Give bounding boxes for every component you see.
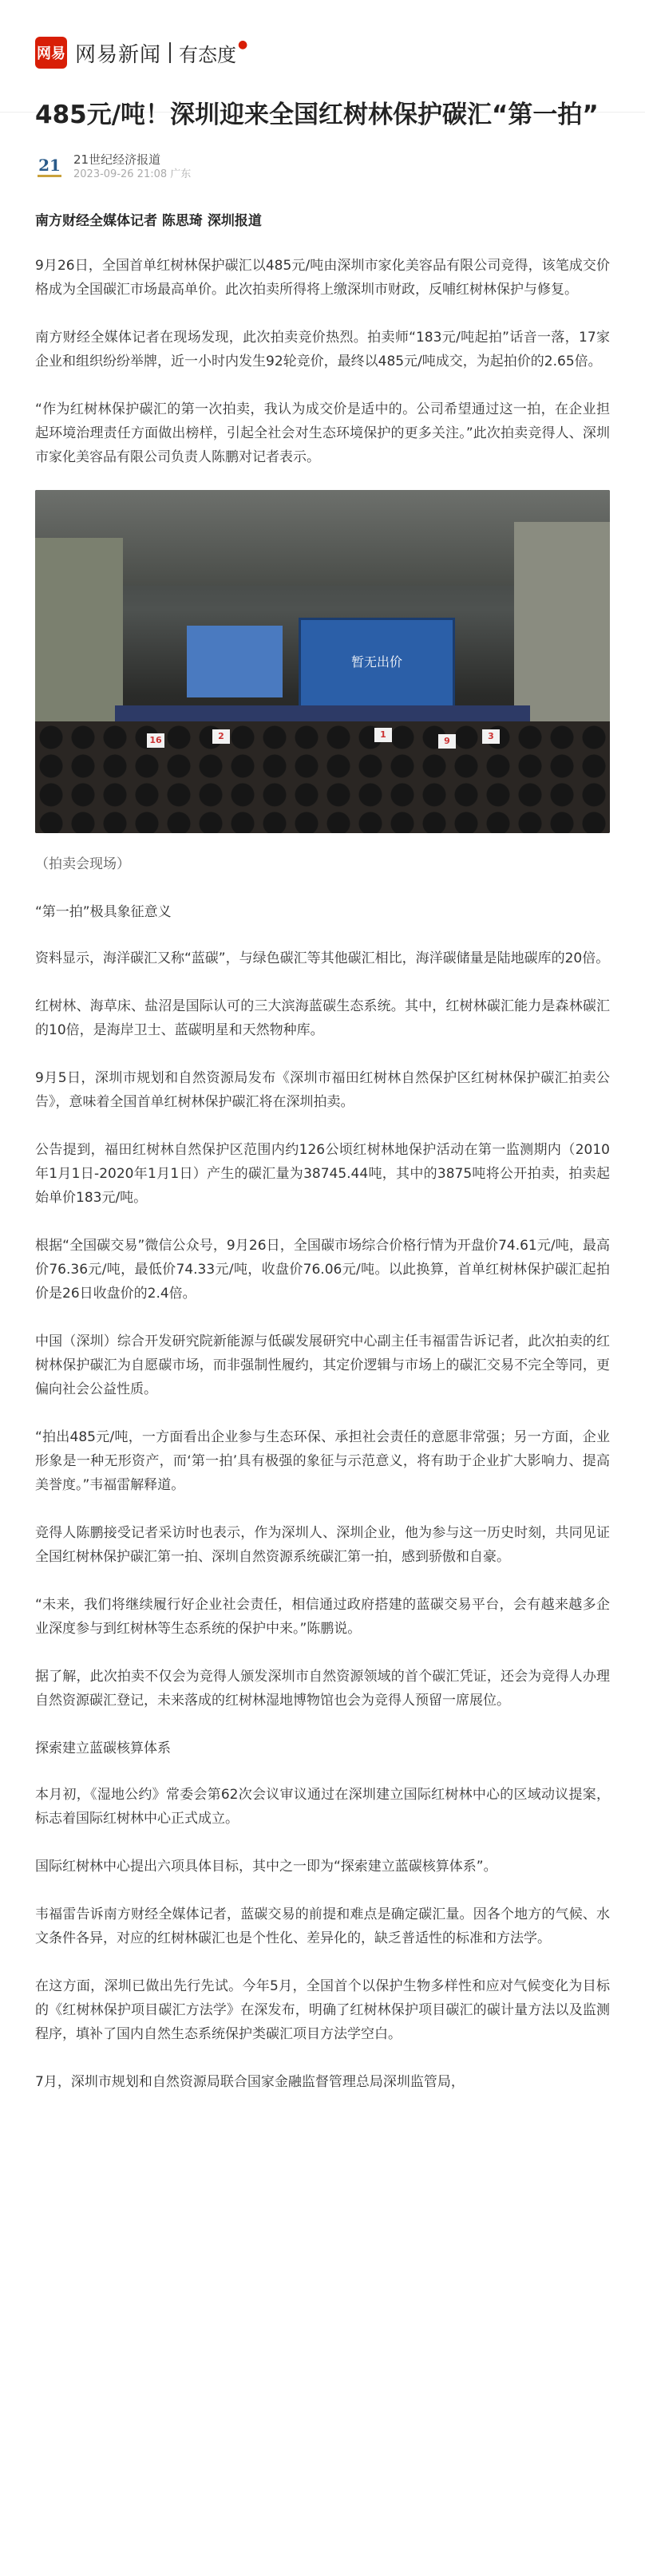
bid-card: 1	[374, 728, 392, 742]
paragraph: 9月5日，深圳市规划和自然资源局发布《深圳市福田红树林自然保护区红树林保护碳汇拍卖公告》，意味着全国首单红树林保护碳汇将在深圳拍卖。	[35, 1070, 610, 1110]
slogan-dot-icon: ●	[238, 38, 248, 51]
article-body	[35, 209, 610, 2118]
photo-wall-right	[514, 522, 610, 729]
publish-date: 2023-09-26 21:08 广东	[73, 168, 192, 180]
source-logo-bar	[38, 175, 61, 177]
logo-slogan: 有态度	[179, 43, 237, 66]
photo-side-screen	[187, 626, 283, 697]
source-meta	[73, 152, 191, 182]
paragraph: 据了解，此次拍卖不仅会为竞得人颁发深圳市自然资源领域的首个碳汇凭证，还会为竞得人办理自然资源碳汇登记，未来落成的红树林湿地博物馆也会为竞得人预留一席展位。	[35, 1669, 610, 1709]
section-heading: 探索建立蓝碳核算体系	[35, 1740, 171, 1756]
paragraph: 9月26日，全国首单红树林保护碳汇以485元/吨由深圳市家化美容品有限公司竞得，该笔成交价格成为全国碳汇市场最高单价。此次拍卖所得将上缴深圳市财政，反哺红树林保护与修复。	[35, 258, 610, 298]
netease-logo-icon: 网易	[35, 37, 67, 69]
bid-card: 16	[147, 733, 164, 748]
paragraph: 公告提到，福田红树林自然保护区范围内约126公顷红树林地保护活动在第一监测期内（2010年1月1日-2020年1月1日）产生的碳汇量为38745.44吨，其中的3875吨将公开拍卖，拍卖起始单价183元/吨。	[35, 1142, 610, 1206]
paragraph: “作为红树林保护碳汇的第一次拍卖，我认为成交价是适中的。公司希望通过这一拍，在企业担起环境治理责任方面做出榜样，引起全社会对生态环境保护的更多关注。”此次拍卖竞得人、深圳市家化美容品有限公司负责人陈鹏对记者表示。	[35, 401, 610, 465]
source-name[interactable]: 21世纪经济报道	[73, 152, 161, 167]
byline: 南方财经全媒体记者 陈思琦 深圳报道	[35, 213, 262, 229]
paragraph: 7月，深圳市规划和自然资源局联合国家金融监督管理总局深圳监管局，	[35, 2074, 465, 2090]
paragraph: 南方财经全媒体记者在现场发现，此次拍卖竞价热烈。拍卖师“183元/吨起拍”话音一落，17家企业和组织纷纷举牌，近一小时内发生92轮竞价，最终以485元/吨成交，为起拍价的2.65倍。	[35, 330, 610, 369]
photo-caption: （拍卖会现场）	[35, 856, 130, 872]
paragraph: 红树林、海草床、盐沼是国际认可的三大滨海蓝碳生态系统。其中，红树林碳汇能力是森林碳汇的10倍，是海岸卫士、蓝碳明星和天然物种库。	[35, 998, 610, 1038]
photo-crowd	[35, 721, 610, 833]
photo-main-screen	[299, 618, 455, 710]
paragraph: “未来，我们将继续履行好企业社会责任，相信通过政府搭建的蓝碳交易平台，会有越来越多企业深度参与到红树林等生态系统的保护中来。”陈鹏说。	[35, 1597, 610, 1637]
logo-divider	[169, 42, 171, 63]
paragraph: 中国（深圳）综合开发研究院新能源与低碳发展研究中心副主任韦福雷告诉记者，此次拍卖的红树林保护碳汇为自愿碳市场，而非强制性履约，其定价逻辑与市场上的碳汇交易不完全等同，更偏向社会公益性质。	[35, 1333, 610, 1397]
source-logo-icon[interactable]	[35, 152, 64, 181]
bid-card: 3	[482, 729, 500, 744]
photo-wall-left	[35, 538, 123, 737]
article-title: 485元/吨！深圳迎来全国红树林保护碳汇“第一拍”	[35, 101, 599, 129]
paragraph: 竞得人陈鹏接受记者采访时也表示，作为深圳人、深圳企业，他为参与这一历史时刻，共同见证全国红树林保护碳汇第一拍、深圳自然资源系统碳汇第一拍，感到骄傲和自豪。	[35, 1525, 610, 1565]
paragraph: 资料显示，海洋碳汇又称“蓝碳”，与绿色碳汇等其他碳汇相比，海洋碳储量是陆地碳库的20倍。	[35, 950, 610, 966]
section-heading: “第一拍”极具象征意义	[35, 904, 172, 920]
paragraph: 韦福雷告诉南方财经全媒体记者，蓝碳交易的前提和难点是确定碳汇量。因各个地方的气候、水文条件各异，对应的红树林碳汇也是个性化、差异化的，缺乏普适性的标准和方法学。	[35, 1906, 610, 1946]
top-bar	[0, 0, 645, 113]
logo-text: 网易新闻	[75, 42, 162, 67]
source-row	[35, 152, 191, 182]
paragraph: 国际红树林中心提出六项具体目标，其中之一即为“探索建立蓝碳核算体系”。	[35, 1859, 497, 1875]
auction-photo[interactable]	[35, 490, 610, 833]
paragraph: 在这方面，深圳已做出先行先试。今年5月，全国首个以保护生物多样性和应对气候变化为目标的《红树林保护项目碳汇方法学》在深发布，明确了红树林保护项目碳汇的碳计量方法以及监测程序，填补了国内自然生态系统保护类碳汇项目方法学空白。	[35, 1978, 610, 2042]
source-logo-number: 21	[38, 155, 61, 175]
netease-news-logo[interactable]	[35, 37, 247, 69]
paragraph: 本月初，《湿地公约》常委会第62次会议审议通过在深圳建立国际红树林中心的区域动议提案，标志着国际红树林中心正式成立。	[35, 1787, 610, 1827]
photo-screen-text: 暂无出价	[350, 654, 402, 670]
paragraph: “拍出485元/吨，一方面看出企业参与生态环保、承担社会责任的意愿非常强；另一方面，企业形象是一种无形资产，而‘第一拍’具有极强的象征与示范意义，将有助于企业扩大影响力、提高美誉度。”韦福雷解释道。	[35, 1429, 610, 1493]
bid-card: 2	[212, 729, 230, 744]
bid-card: 9	[438, 734, 456, 749]
paragraph: 根据“全国碳交易”微信公众号，9月26日，全国碳市场综合价格行情为开盘价74.61元/吨，最高价76.36元/吨，最低价74.33元/吨，收盘价76.06元/吨。以此换算，首单红树林保护碳汇起拍价是26日收盘价的2.4倍。	[35, 1238, 610, 1302]
